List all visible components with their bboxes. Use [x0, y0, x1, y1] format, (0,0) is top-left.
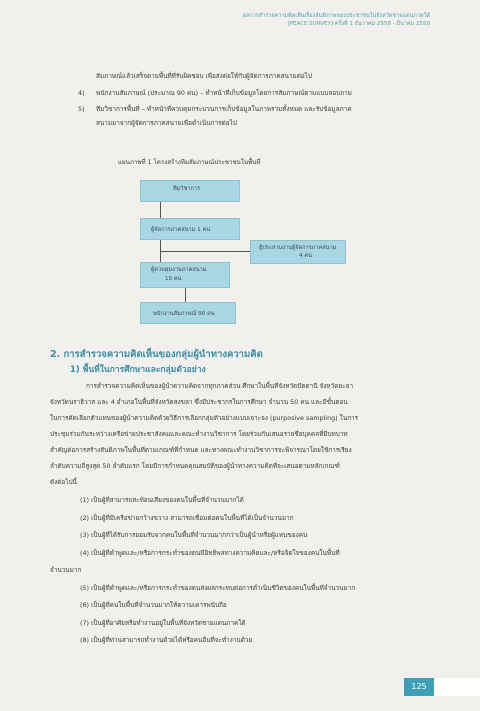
paragraph-line: ดังต่อไปนี้ — [50, 478, 77, 486]
subsection-title: 1) พื้นที่ในการศึกษาและกลุ่มตัวอย่าง — [70, 365, 206, 375]
box-supervisor-count: 10 คน — [165, 276, 182, 282]
page-number: 125 — [404, 678, 434, 696]
criteria-item: (4) เป็นผู้ที่คำพูดและ/หรือการกระทำของตนมีอิทธิพลทางความคิดและ/หรือจิตใจของคนในพื้นที่ — [80, 549, 340, 557]
box-manager-label: ผู้จัดการภาคสนาม 1 คน — [151, 227, 211, 233]
criteria-item: (3) เป็นผู้ที่ได้รับการยอมรับจากคนในพื้นที่จำนวนมากกว่าเป็นผู้นำหรือผู้แทนของคน — [80, 531, 308, 539]
box-coordinator-count: 4 คน — [299, 253, 312, 259]
list-item-4-num: 4) — [78, 89, 85, 97]
list-item-5-num: 5) — [78, 105, 85, 113]
list-item-5-text: ทีมวิชาการพื้นที่ – ทำหน้าที่ควบคุมกระบวนการเก็บข้อมูลในภาพรวมทั้งหมด และรับข้อมูลภาค — [96, 105, 352, 113]
paragraph-line: จังหวัดนราธิวาส และ 4 อำเภอในพื้นที่จังหวัดสงขลา ซึ่งมีประชากรในการศึกษา จำนวน 50 คน และมีขั้นตอน — [50, 398, 348, 406]
box-interviewer-label: พนักงานสัมภาษณ์ 90 คน — [153, 311, 215, 317]
criteria-item-cont: จำนวนมาก — [50, 566, 82, 574]
criteria-item: (6) เป็นผู้ที่คนในพื้นที่จำนวนมากให้ความเคารพนับถือ — [80, 601, 227, 609]
box-academic-team — [140, 180, 240, 202]
running-header — [243, 12, 430, 28]
criteria-item: (1) เป็นผู้ที่สามารถสะท้อนเสียงของคนในพื้นที่จำนวนมากได้ — [80, 496, 244, 504]
box-coordinator-label: ผู้ประสานงานผู้จัดการภาคสนาม — [259, 245, 337, 251]
criteria-item: (7) เป็นผู้ที่อาศัยหรือทำงานอยู่ในพื้นที่จังหวัดชายแดนภาคใต้ — [80, 619, 246, 627]
connector — [185, 288, 186, 302]
box-field-manager — [140, 218, 240, 240]
paragraph-line: ประชุมร่วมกันระหว่างเครือข่ายประชาสังคมและคณะทำงานวิชาการ โดยร่วมกันเสนอรายชื่อบุคคลที่มีบทบาท — [50, 430, 348, 438]
header-line-1: ผลการสำรวจความคิดเห็นเรื่องสันติภาพของประชาชนในจังหวัดชายแดนภาคใต้ — [242, 13, 430, 19]
figure-caption: แผนภาพที่ 1 โครงสร้างทีมสัมภาษณ์ประชาชนในพื้นที่ — [118, 159, 261, 166]
list-item-5-cont: สนามมาจากผู้จัดการภาคสนามเพื่อดำเนินการต่อไป — [96, 119, 237, 127]
box-supervisor-label: ผู้ควบคุมงานภาคสนาม — [151, 267, 207, 273]
list-item-4-text: พนักงานสัมภาษณ์ (ประมาณ 90 คน) – ทำหน้าที่เก็บข้อมูลโดยการสัมภาษณ์ตามแบบสอบถาม — [96, 89, 352, 97]
paragraph-line: สำคัญต่อการสร้างสันติภาพในพื้นที่ตามเกณฑ์ที่กำหนด และทางคณะทำงานวิชาการจะพิจารณาโดยใช้การเรียง — [50, 446, 352, 454]
section-title: 2. การสำรวจความคิดเห็นของกลุ่มผู้นำทางความคิด — [50, 349, 263, 360]
criteria-item: (2) เป็นผู้ที่มีเครือข่ายกว้างขวาง สามารถเชื่อมต่อคนในพื้นที่ได้เป็นจำนวนมาก — [80, 514, 294, 522]
criteria-item: (8) เป็นผู้ที่ท่านสามารถทำงานด้วยได้หรือคนอื่นที่จะทำงานด้วย — [80, 636, 253, 644]
box-interviewers — [140, 302, 236, 324]
footer-bar — [434, 678, 480, 696]
paragraph-line: การสำรวจความคิดเห็นของผู้นำความคิดจากทุกภาคส่วน ศึกษาในพื้นที่จังหวัดปัตตานี จังหวัดยะลา — [86, 382, 354, 390]
header-line-2: [PEACE SURVEY] ครั้งที่ 1 ธันวาคม 2558 - มีนาคม 2559 — [287, 21, 430, 27]
paragraph-line: ลำดับความถี่สูงสุด 50 ลำดับแรก โดยมีการกำหนดคุณสมบัติของผู้นำทางความคิดที่จะเสนอตามหลักเกณฑ์ — [50, 462, 340, 470]
connector — [160, 202, 161, 218]
box-coordinator — [250, 240, 346, 264]
box-academic-label: ทีมวิชาการ — [173, 186, 200, 192]
paragraph-line: ในการคัดเลือกตัวแทนของผู้นำความคิดด้วยวิธีการเลือกกลุ่มตัวอย่างแบบเจาะจง (purposive sampling) ในการ — [50, 414, 359, 422]
connector — [160, 251, 250, 252]
criteria-item: (5) เป็นผู้ที่คำพูดและ/หรือการกระทำของตนส่งผลกระทบต่อการดำเนินชีวิตของคนในพื้นที่จำนวนมาก — [80, 584, 356, 592]
intro-line: สัมภาษณ์แล้วเสร็จตามพื้นที่ที่รับผิดชอบ เพื่อส่งต่อให้กับผู้จัดการภาคสนามต่อไป — [96, 72, 312, 80]
box-field-supervisor — [140, 262, 230, 288]
